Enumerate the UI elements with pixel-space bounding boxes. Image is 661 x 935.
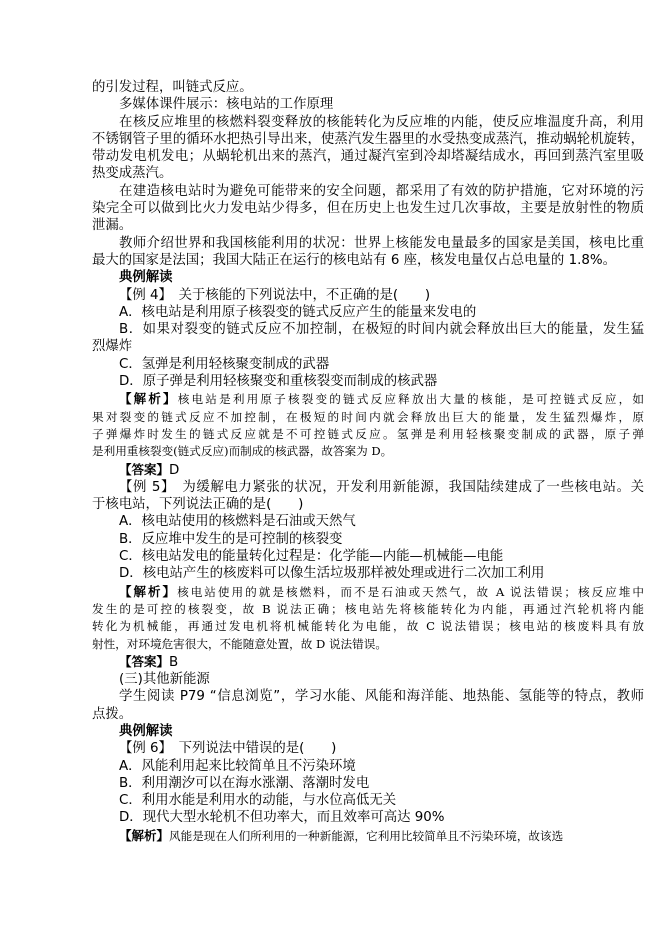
line-text: 带动发电机发电；从蜗轮机出来的蒸汽，通过凝汽室到冷却塔凝结成水，再回到蒸汽室里吸 [92,149,644,165]
paragraph [92,758,644,775]
line-text: 典例解读 [119,723,173,739]
line-text: B．如果对裂变的链式反应不加控制，在极短的时间内就会释放出巨大的能量，发生猛 [119,322,644,338]
line-text: A．风能利用起来比较简单且不污染环境 [119,758,356,774]
text-line [92,252,644,269]
text-line [92,496,644,513]
line-text: 的引发过程，叫链式反应。 [92,80,253,95]
text-line [92,338,644,355]
text-line [92,565,644,582]
text-line [92,79,644,96]
line-text: 果对裂变的链式反应不加控制，在极短的时间内就会释放出巨大的能量，发生猛烈爆炸，原 [92,409,644,424]
paragraph [92,565,644,582]
paragraph [92,479,644,514]
paragraph [92,96,644,113]
paragraph [92,671,644,688]
paragraph [92,114,644,183]
line-text: 最大的国家是法国；我国大陆正在运行的核电站有 6 座，核发电量仅占总电量的 1.8%。 [92,252,616,268]
text-line [92,531,644,548]
text-line [92,671,644,688]
line-text: 射性，对环境危害很大，不能随意处置，故 D 说法错误。 [92,636,387,651]
paragraph [92,235,644,270]
text-line [92,618,644,635]
line-text: C．氢弹是利用轻核聚变制成的武器 [119,356,330,372]
line-text: D．原子弹是利用轻核聚变和重核裂变而制成的核武器 [119,374,438,390]
line-text: 学生阅读 P79 “信息浏览”，学习水能、风能和海洋能、地热能、氢能等的特点，教师 [119,689,644,705]
text-line [92,601,644,618]
text-line [92,809,644,826]
line-text: D．现代大型水轮机不但功率大，而且效率可高达 90% [119,810,445,826]
text-line [92,183,644,200]
line-text: 是利用重核裂变(链式反应)而制成的核武器，故答案为 D。 [92,444,393,459]
text-line [92,443,644,460]
text-line [92,287,644,304]
line-text: C．利用水能是利用水的动能，与水位高低无关 [119,793,397,809]
section-heading [92,723,644,740]
line-text: 教师介绍世界和我国核能利用的状况：世界上核能发电量最多的国家是美国，核电比重 [119,235,644,251]
line-text: 泄漏。 [92,218,133,234]
label-tag: 【解析】 [119,391,178,407]
text-line [92,356,644,373]
paragraph [92,775,644,792]
text-line [92,688,644,705]
paragraph [92,740,644,757]
line-text: 染完全可以做到比火力发电站少得多，但在历史上也发生过几次事故，主要是放射性的物质 [92,201,644,217]
text-line [92,479,644,496]
line-text: 风能是现在人们所利用的一种新能源，它利用比较简单且不污染环境，故该选 [169,828,564,843]
label-tag: 【答案】 [119,461,170,477]
text-line [92,792,644,809]
paragraph [92,548,644,565]
paragraph [92,373,644,390]
line-text: B．反应堆中发生的是可控制的核裂变 [119,531,343,547]
text-line [92,706,644,723]
text-line [92,96,644,113]
text-line [92,200,644,217]
text-line [92,461,644,479]
label-tag: 【解析】 [119,583,178,599]
text-line [92,373,644,390]
paragraph [92,688,644,723]
line-text: 热变成蒸汽。 [92,166,173,182]
line-text: 【例 4】 关于核能的下列说法中，不正确的是( ) [119,287,431,303]
line-text: B．利用潮汐可以在海水涨潮、落潮时发电 [119,775,370,791]
line-text: 【例 5】 为缓解电力紧张的状况，开发利用新能源，我国陆续建成了一些核电站。关 [119,479,644,495]
line-text: 发生的是可控的核裂变，故 B 说法正确；核电站先将核能转化为内能，再通过汽轮机将内能 [92,601,644,616]
paragraph [92,79,644,96]
text-line [92,131,644,148]
line-text: 于核电站，下列说法正确的是( ) [92,497,304,513]
line-text: 【例 6】 下列说法中错误的是( ) [119,741,337,757]
text-line [92,426,644,443]
text-line [92,758,644,775]
line-text: 核电站使用的就是核燃料，而不是石油或天然气，故 A 说法错误；核反应堆中 [177,584,644,599]
text-line [92,653,644,671]
text-line [92,269,644,286]
paragraph [92,304,644,321]
text-line [92,775,644,792]
analysis-paragraph [92,390,644,460]
paragraph [92,287,644,304]
line-text: (三)其他新能源 [119,672,210,688]
line-text: 在核反应堆里的核燃料裂变释放的核能转化为反应堆的内能，使反应堆温度升高，利用 [119,114,644,130]
line-text: 转化为机械能，再通过发电机将机械能转化为电能，故 C 说法错误；核电站的核废料具有放 [92,619,644,634]
line-text: 多媒体课件展示：核电站的工作原理 [119,97,334,113]
paragraph [92,792,644,809]
line-text: 在建造核电站时为避免可能带来的安全问题，都采用了有效的防护措施，它对环境的污 [119,183,644,199]
line-text: A．核电站是利用原子核裂变的链式反应产生的能量来发电的 [119,304,477,320]
line-text: 烈爆炸 [92,339,133,355]
paragraph [92,356,644,373]
text-line [92,723,644,740]
text-line [92,583,644,601]
line-text: D．核电站产生的核废料可以像生活垃圾那样被处理或进行二次加工利用 [119,566,545,582]
paragraph [92,809,644,826]
line-text: 核电站是利用原子核裂变的链式反应释放出大量的核能，是可控链式反应，如 [177,392,644,407]
line-text: D [169,462,180,478]
line-text: 点拨。 [92,706,133,722]
line-text: 典例解读 [119,270,173,286]
label-tag: 【答案】 [119,653,170,669]
line-text: 子弹爆炸时发生的链式反应就是不可控链式反应。氢弹是利用轻核聚变制成的武器，原子弹 [92,426,644,441]
paragraph [92,513,644,530]
text-line [92,513,644,530]
document-body [92,79,644,845]
text-line [92,548,644,565]
line-text: 不锈钢管子里的循环水把热引导出来，使蒸汽发生器里的水受热变成蒸汽，推动蜗轮机旋转， [92,131,644,147]
answer-paragraph [92,461,644,479]
line-text: A．核电站使用的核燃料是石油或天然气 [119,514,356,530]
text-line [92,217,644,234]
text-line [92,740,644,757]
text-line [92,636,644,653]
text-line [92,304,644,321]
analysis-paragraph [92,583,644,653]
paragraph [92,183,644,235]
text-line [92,409,644,426]
text-line [92,114,644,131]
text-line [92,165,644,182]
section-heading [92,269,644,286]
paragraph [92,321,644,356]
text-line [92,148,644,165]
text-line [92,390,644,408]
label-tag: 【解析】 [119,827,170,843]
analysis-paragraph [92,827,644,845]
line-text: C．核电站发电的能量转化过程是：化学能—内能—机械能—电能 [119,549,504,565]
answer-paragraph [92,653,644,671]
text-line [92,321,644,338]
line-text: B [169,654,179,670]
text-line [92,235,644,252]
paragraph [92,531,644,548]
text-line [92,827,644,845]
